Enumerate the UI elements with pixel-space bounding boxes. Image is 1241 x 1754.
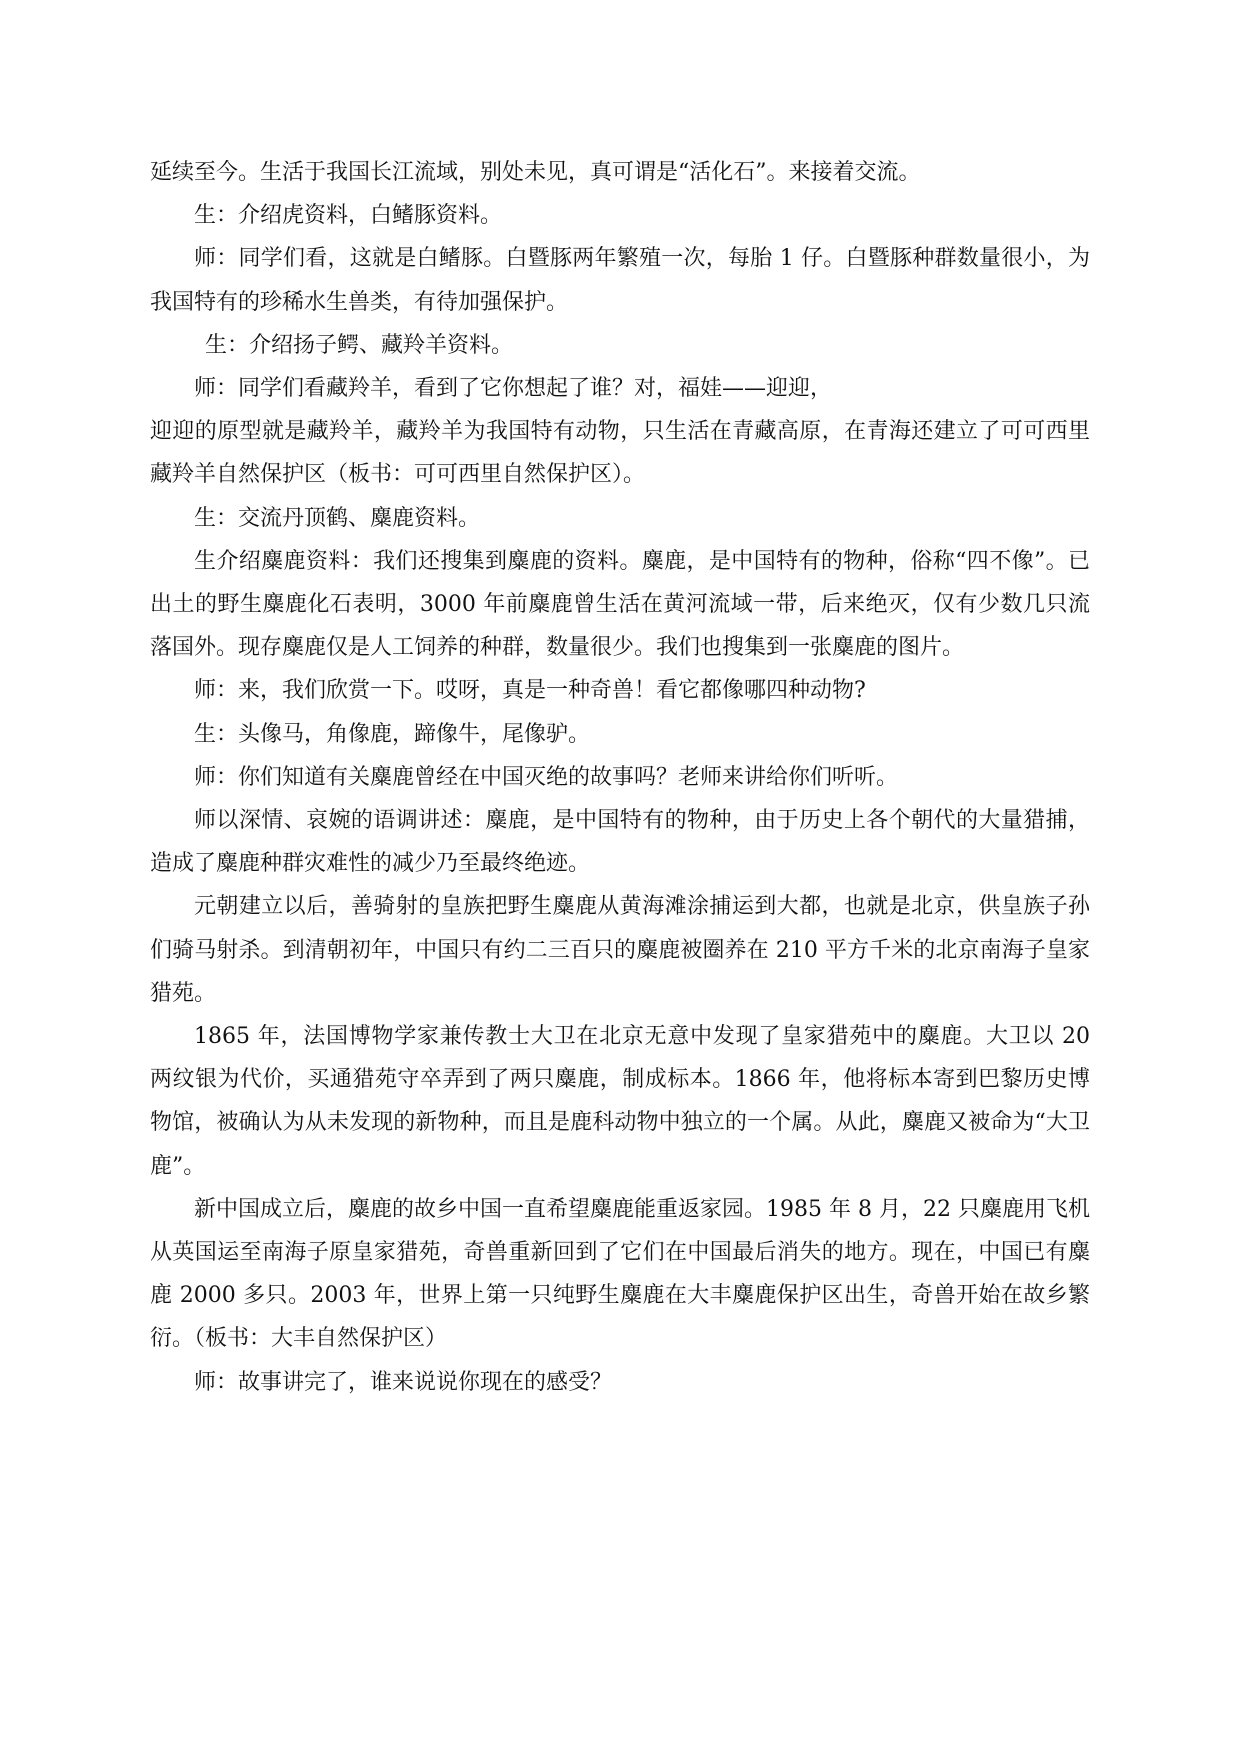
paragraph-teacher-feelings: 师：故事讲完了，谁来说说你现在的感受？ [194, 1369, 613, 1395]
paragraph-teacher-appreciate: 师：来，我们欣赏一下。哎呀，真是一种奇兽！看它都像哪四种动物? [194, 678, 866, 704]
paragraph-teacher-baiji: 师：同学们看，这就是白鳍豚。白暨豚两年繁殖一次，每胎 1 仔。白暨豚种群数量很小，为我国特有的珍稀水生兽类，有待加强保护。 [150, 246, 1090, 315]
document-body [150, 151, 1090, 1404]
paragraph-1865-david: 1865 年，法国博物学家兼传教士大卫在北京无意中发现了皇家猎苑中的麋鹿。大卫以 20 两纹银为代价，买通猎苑守卒弄到了两只麋鹿，制成标本。1866 年，他将标本寄到巴黎历史博物馆，被确认为从未发现的新物种，而且是鹿科动物中独立的一个属。从此，麋鹿又被命为“大卫鹿”。 [150, 1024, 1091, 1179]
paragraph-teacher-antelope: 师：同学们看藏羚羊，看到了它你想起了谁？对，福娃——迎迎， [194, 376, 833, 402]
paragraph-continuation: 延续至今。生活于我国长江流域，别处未见，真可谓是“活化石”。来接着交流。 [150, 160, 921, 185]
paragraph-yuan-dynasty: 元朝建立以后，善骑射的皇族把野生麋鹿从黄海滩涂捕运到大都，也就是北京，供皇族子孙们骑马射杀。到清朝初年，中国只有约二三百只的麋鹿被圈养在 210 平方千米的北京南海子皇家猎苑。 [150, 894, 1090, 1006]
paragraph-student-crane-milu: 生：交流丹顶鹤、麋鹿资料。 [194, 505, 481, 531]
paragraph-teacher-narration: 师以深情、哀婉的语调讲述：麋鹿，是中国特有的物种，由于历史上各个朝代的大量猎捕，造成了麋鹿种群灾难性的减少乃至最终绝迹。 [150, 808, 1090, 877]
paragraph-teacher-story-question: 师：你们知道有关麋鹿曾经在中国灭绝的故事吗？老师来讲给你们听听。 [194, 764, 899, 790]
paragraph-student-answer: 生：头像马，角像鹿，蹄像牛，尾像驴。 [194, 721, 591, 747]
paragraph-student-milu-intro: 生介绍麋鹿资料：我们还搜集到麋鹿的资料。麋鹿，是中国特有的物种，俗称“四不像”。已出土的野生麋鹿化石表明，3000 年前麋鹿曾生活在黄河流域一带，后来绝灭，仅有少数几只流落国外。现存麋鹿仅是人工饲养的种群，数量很少。我们也搜集到一张麋鹿的图片。 [150, 548, 1090, 661]
paragraph-student-alligator-antelope: 生：介绍扬子鳄、藏羚羊资料。 [205, 332, 514, 358]
paragraph-student-tiger-dolphin: 生：介绍虎资料，白鳍豚资料。 [194, 203, 503, 229]
paragraph-yingying-origin: 迎迎的原型就是藏羚羊，藏羚羊为我国特有动物，只生活在青藏高原，在青海还建立了可可西里藏羚羊自然保护区（板书：可可西里自然保护区）。 [150, 419, 1090, 488]
paragraph-return-home: 新中国成立后，麋鹿的故乡中国一直希望麋鹿能重返家园。1985 年 8 月，22 只麋鹿用飞机从英国运至南海子原皇家猎苑，奇兽重新回到了它们在中国最后消失的地方。现在，中国已有麋鹿 2000 多只。2003 年，世界上第一只纯野生麋鹿在大丰麋鹿保护区出生，奇兽开始在故乡繁衍。（板书：大丰自然保护区） [150, 1196, 1090, 1352]
